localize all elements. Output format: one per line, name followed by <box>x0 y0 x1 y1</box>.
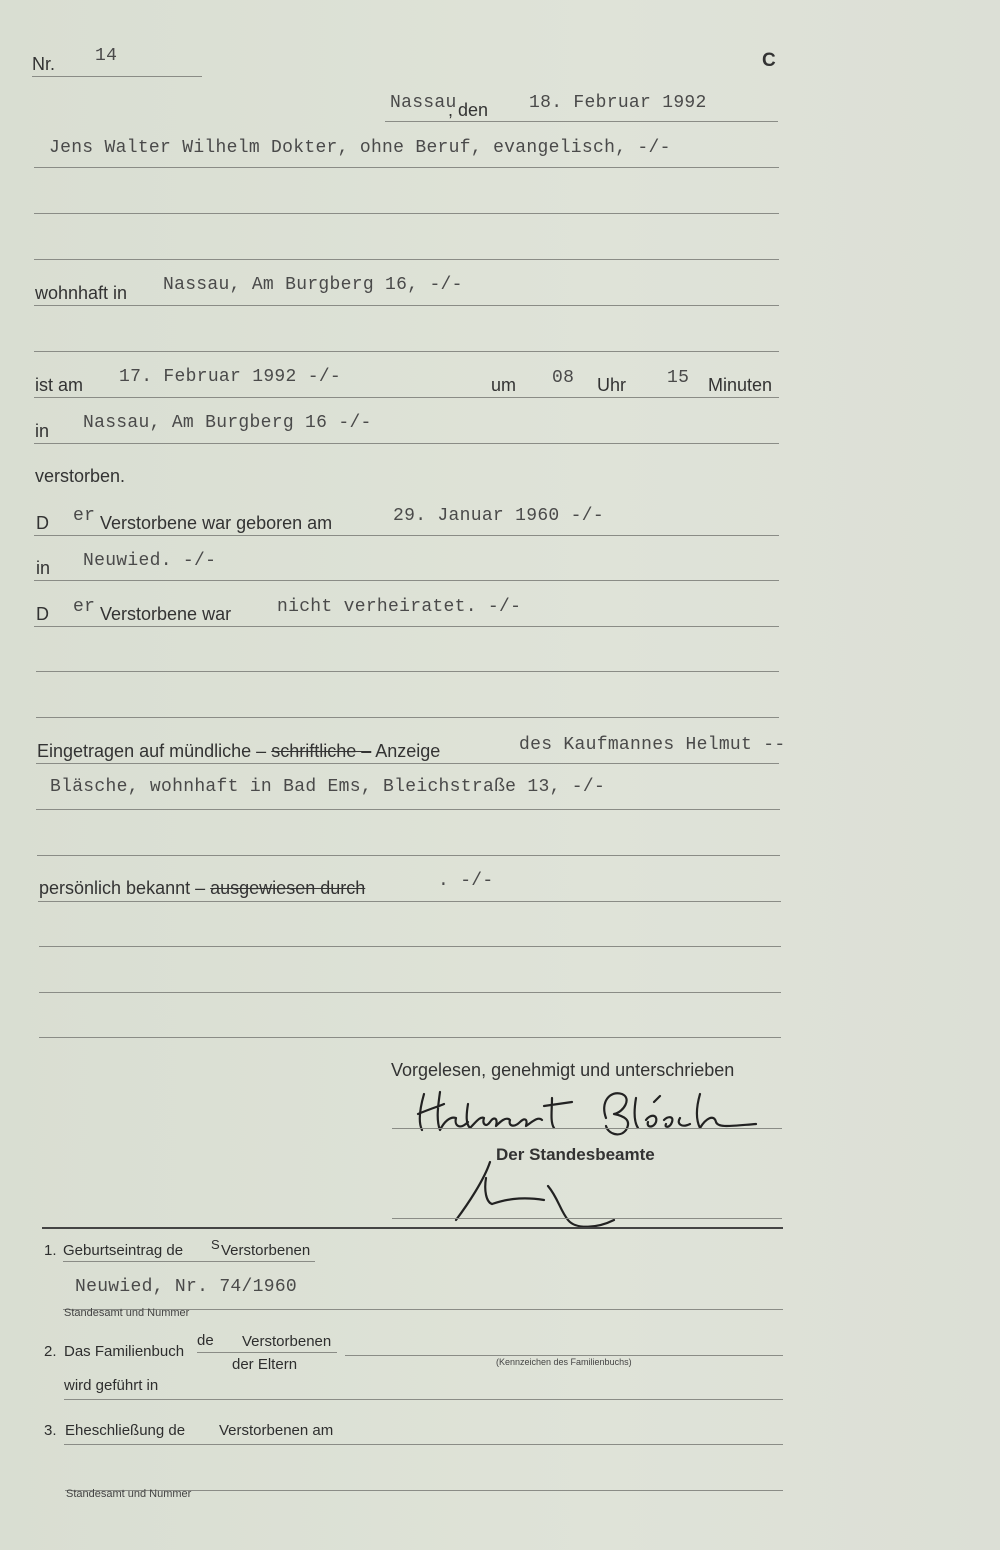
rule-entry <box>36 763 779 764</box>
rule-blank-5 <box>36 717 779 718</box>
birth-place-value: Neuwied. -/- <box>83 551 217 571</box>
rule-blank-2 <box>34 259 779 260</box>
rule-blank-7 <box>39 946 781 947</box>
residence-value: Nassau, Am Burgberg 16, -/- <box>163 275 463 295</box>
death-place-value: Nassau, Am Burgberg 16 -/- <box>83 413 372 433</box>
rule-blank-3 <box>34 351 779 352</box>
rule-footnote-1-label <box>63 1261 315 1262</box>
rule-blank-9 <box>39 1037 781 1038</box>
rule-signature-1 <box>392 1128 782 1129</box>
rule-birth-place <box>34 580 779 581</box>
footnote-2-number: 2. <box>44 1343 57 1360</box>
minute-value: 15 <box>667 368 690 388</box>
registrar-label: Der Standesbeamte <box>496 1145 655 1164</box>
known-label-id-struck: ausgewiesen durch <box>210 878 366 898</box>
residence-label: wohnhaft in <box>35 283 128 303</box>
rule-footnote-2 <box>345 1355 783 1356</box>
rule-blank-1 <box>34 213 779 214</box>
minuten-label: Minuten <box>708 375 773 395</box>
entry-label <box>37 741 440 762</box>
rule-footnote-2-fraction <box>197 1352 337 1353</box>
known-label-personal: persönlich bekannt – <box>39 878 206 898</box>
death-date-value: 17. Februar 1992 -/- <box>119 367 342 387</box>
nr-value: 14 <box>95 46 118 66</box>
footnote-1-number: 1. <box>44 1242 57 1259</box>
footnote-3-label-2: Verstorbenen am <box>219 1422 334 1439</box>
marital-suffix: er <box>73 597 96 617</box>
nr-rule <box>32 76 202 77</box>
marital-value: nicht verheiratet. -/- <box>277 597 522 617</box>
date-value: 18. Februar 1992 <box>529 93 707 113</box>
rule-residence <box>34 305 779 306</box>
rule-person <box>34 167 779 168</box>
read-approved-label: Vorgelesen, genehmigt und unterschrieben <box>391 1060 735 1080</box>
footnote-3-label: Eheschließung de <box>65 1422 186 1439</box>
footnote-1-caption: Standesamt und Nummer <box>64 1307 190 1319</box>
birth-d: D <box>36 513 49 533</box>
rule-marital <box>34 626 779 627</box>
footnote-2-de: de <box>197 1332 214 1349</box>
rule-birth-date <box>34 535 779 536</box>
entry-label-written-struck: schriftliche – <box>271 741 372 761</box>
verstorben-label: verstorben. <box>35 466 126 486</box>
um-label: um <box>491 375 517 395</box>
rule-informant <box>36 809 780 810</box>
marital-d: D <box>36 604 49 624</box>
den-label: , den <box>448 100 489 120</box>
rule-blank-6 <box>37 855 780 856</box>
footnote-separator <box>42 1227 783 1229</box>
known-value: . -/- <box>438 871 494 891</box>
informant-line-1: des Kaufmannes Helmut -- <box>519 735 786 755</box>
registrar-signature <box>448 1150 628 1232</box>
person-line: Jens Walter Wilhelm Dokter, ohne Beruf, evangelisch, -/- <box>49 138 671 158</box>
rule-footnote-3 <box>64 1444 783 1445</box>
footnote-3-caption: Standesamt und Nummer <box>66 1488 192 1500</box>
in-label: in <box>35 421 50 441</box>
footnote-3-number: 3. <box>44 1422 57 1439</box>
uhr-label: Uhr <box>597 375 627 395</box>
rule-death-date <box>34 397 779 398</box>
birth-suffix: er <box>73 506 96 526</box>
nr-label: Nr. <box>32 54 56 74</box>
known-label <box>39 878 365 899</box>
hour-value: 08 <box>552 368 575 388</box>
birth-label: Verstorbene war geboren am <box>100 513 333 533</box>
rule-death-place <box>34 443 779 444</box>
informant-signature <box>410 1082 770 1142</box>
entry-label-notice: Anzeige <box>375 741 441 761</box>
rule-blank-4 <box>36 671 779 672</box>
footnote-2-label-2: wird geführt in <box>64 1377 159 1394</box>
footnote-2-caption: (Kennzeichen des Familienbuchs) <box>496 1357 632 1367</box>
death-date-label: ist am <box>35 375 84 395</box>
marital-label: Verstorbene war <box>100 604 232 624</box>
birth-in-label: in <box>36 558 51 578</box>
rule-footnote-2-place <box>64 1399 783 1400</box>
footnote-1-label: Geburtseintrag de <box>63 1242 184 1259</box>
entry-label-oral: Eingetragen auf mündliche – <box>37 741 267 761</box>
footnote-2-verstorbenen: Verstorbenen <box>242 1333 332 1350</box>
form-letter: C <box>762 50 776 71</box>
footnote-1-label-2: Verstorbenen <box>221 1242 311 1259</box>
place-value: Nassau <box>390 93 457 113</box>
rule-blank-8 <box>39 992 781 993</box>
rule-signature-2 <box>392 1218 782 1219</box>
date-rule <box>385 121 778 122</box>
footnote-2-label: Das Familienbuch <box>64 1343 185 1360</box>
rule-known <box>38 901 781 902</box>
informant-line-2: Bläsche, wohnhaft in Bad Ems, Bleichstraße 13, -/- <box>50 777 606 797</box>
footnote-1-s: S <box>211 1237 220 1252</box>
birth-date-value: 29. Januar 1960 -/- <box>393 506 604 526</box>
footnote-1-value: Neuwied, Nr. 74/1960 <box>75 1277 298 1297</box>
footnote-2-eltern: der Eltern <box>232 1356 298 1373</box>
